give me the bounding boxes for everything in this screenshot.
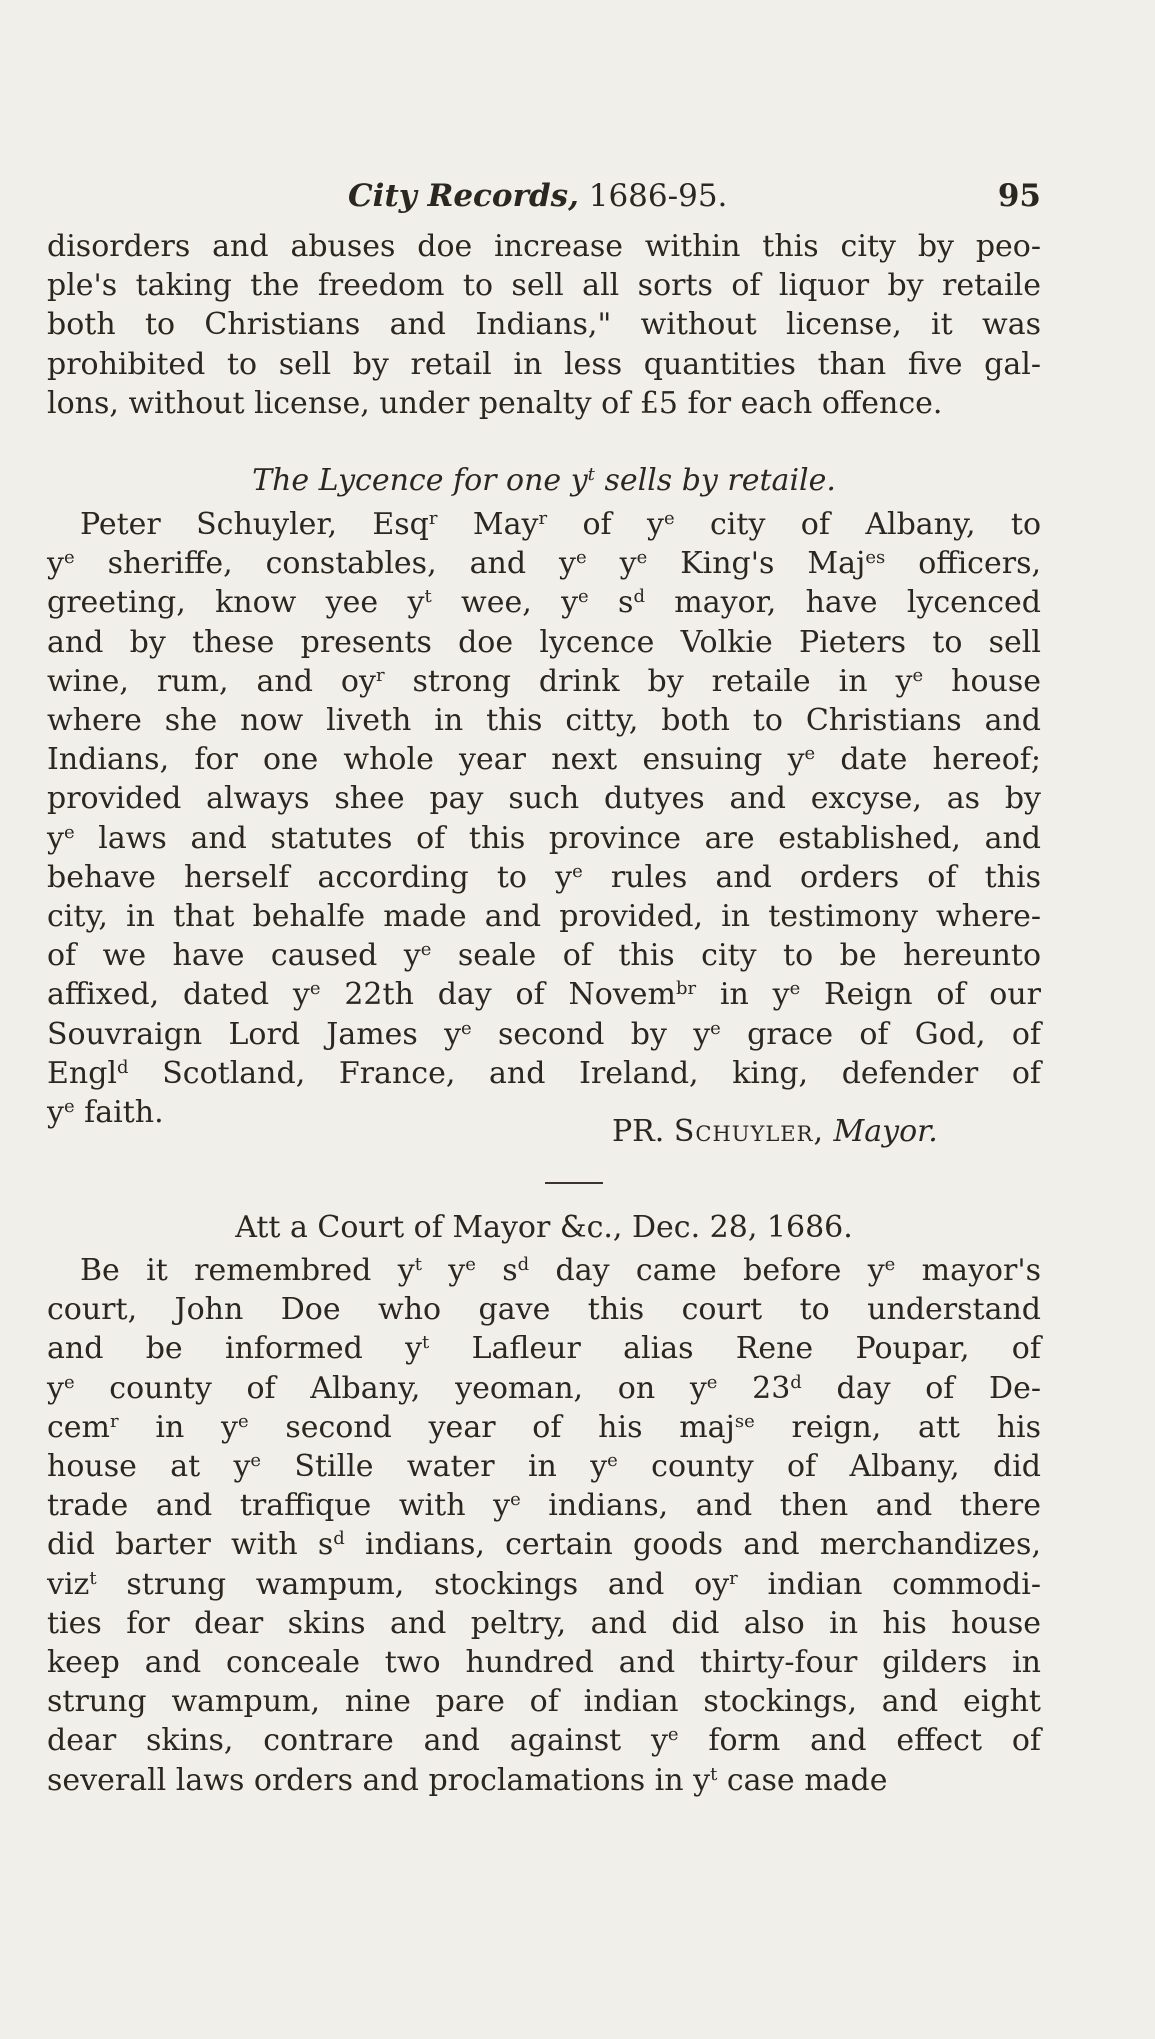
text-line: house at $y^e$ Stille water in $y^e$ county of Albany, did <box>47 1449 1041 1485</box>
running-title-years: 1686-95. <box>588 178 728 214</box>
paragraph-2 <box>47 505 1041 1132</box>
text-line: and be informed $y^t$ Lafleur alias Rene Poupar, of <box>47 1331 1041 1367</box>
text-line: strung wampum, nine pare of indian stockings, and eight <box>47 1684 1041 1720</box>
text-line: city, in that behalfe made and provided, in testimony where- <box>47 899 1041 935</box>
text-line: cem$^r$ in $y^e$ second year of his maj$^{se}$ reign, att his <box>47 1409 1042 1445</box>
text-line: prohibited to sell by retail in less quantities than five gal- <box>47 346 1041 382</box>
text-line: and by these presents doe lycence Volkie Pieters to sell <box>47 624 1041 660</box>
text-line: did barter with $s^d$ indians, certain goods and merchandizes, <box>47 1527 1041 1563</box>
text-line: lons, without license, under penalty of £5 for each offence. <box>47 385 943 421</box>
court-heading <box>47 1208 1041 1247</box>
text-line: of we have caused $y^e$ seale of this city to be hereunto <box>47 938 1042 974</box>
text-line: wine, rum, and $oy^r$ strong drink by retaile in $y^e$ house <box>47 663 1042 699</box>
text-line: $y^e$ sheriffe, constables, and $y^e$ $y^e$ King's Maj$^{es}$ officers, <box>47 546 1041 582</box>
text-line: behave herself according to $y^e$ rules and orders of this <box>47 859 1041 895</box>
text-line: ties for dear skins and peltry, and did also in his house <box>47 1605 1041 1641</box>
text-line: provided always shee pay such dutyes and excyse, as by <box>47 781 1041 817</box>
text-line: Souvraign Lord James $y^e$ second by $y^e$ grace of God, of <box>47 1016 1042 1052</box>
text-line: trade and traffique with $y^e$ indians, and then and there <box>47 1488 1041 1524</box>
text-line: Be it remembred $y^t$ $y^e$ $s^d$ day came before $y^e$ mayor's <box>80 1253 1041 1288</box>
text-line: $y^e$ county of Albany, yeoman, on $y^e$ 23$^d$ day of De- <box>47 1370 1041 1406</box>
mayor-signature <box>612 1114 938 1149</box>
text-line: Peter Schuyler, Esq$^r$ May$^r$ of $y^e$ city of Albany, to <box>80 507 1042 542</box>
license-heading <box>47 461 1041 500</box>
section-divider <box>545 1182 603 1184</box>
text-line: $y^e$ laws and statutes of this province are established, and <box>47 820 1041 856</box>
signature-name: Schuyler, <box>673 1114 824 1149</box>
text-line: dear skins, contrare and against $y^e$ form and effect of <box>47 1723 1041 1759</box>
text-line: severall laws orders and proclamations in $y^t$ case made <box>47 1762 888 1798</box>
court-heading-text: Att a Court of Mayor &c., Dec. 28, 1686. <box>235 1210 853 1245</box>
running-title-italic: City Records, <box>348 178 579 214</box>
text-line: disorders and abuses doe increase within this city by peo- <box>47 229 1041 264</box>
page-number: 95 <box>997 178 1041 214</box>
text-line: both to Christians and Indians," without license, it was <box>47 307 1041 343</box>
text-line: affixed, dated $y^e$ 22th day of Novem$^{br}$ in $y^e$ Reign of our <box>47 977 1042 1013</box>
text-line: Indians, for one whole year next ensuing $y^e$ date hereof; <box>47 742 1041 778</box>
paragraph-1-text <box>47 227 1041 423</box>
text-line: Engl$^d$ Scotland, France, and Ireland, king, defender of <box>47 1055 1041 1091</box>
signature-prefix: PR. <box>612 1114 665 1149</box>
text-line: greeting, know yee $y^t$ wee, $y^e$ $s^d$ mayor, have lycenced <box>47 585 1042 621</box>
text-line: keep and conceale two hundred and thirty-four gilders in <box>47 1645 1041 1681</box>
text-line: viz$^t$ strung wampum, stockings and $oy^r$ indian commodi- <box>47 1566 1041 1602</box>
license-heading-text: The Lycence for one $y^t$ sells by retaile. <box>252 463 836 498</box>
text-line: ple's taking the freedom to sell all sorts of liquor by retaile <box>47 268 1041 304</box>
running-title <box>348 176 727 216</box>
paragraph-3 <box>47 1251 1041 1800</box>
paragraph-2-text <box>47 505 1041 1132</box>
text-line: $y^e$ faith. <box>47 1095 164 1131</box>
paragraph-1 <box>47 227 1041 423</box>
paragraph-3-text <box>47 1251 1041 1800</box>
text-line: court, John Doe who gave this court to understand <box>47 1292 1041 1328</box>
text-line: where she now liveth in this citty, both to Christians and <box>47 703 1041 739</box>
signature-title: Mayor. <box>833 1114 938 1149</box>
